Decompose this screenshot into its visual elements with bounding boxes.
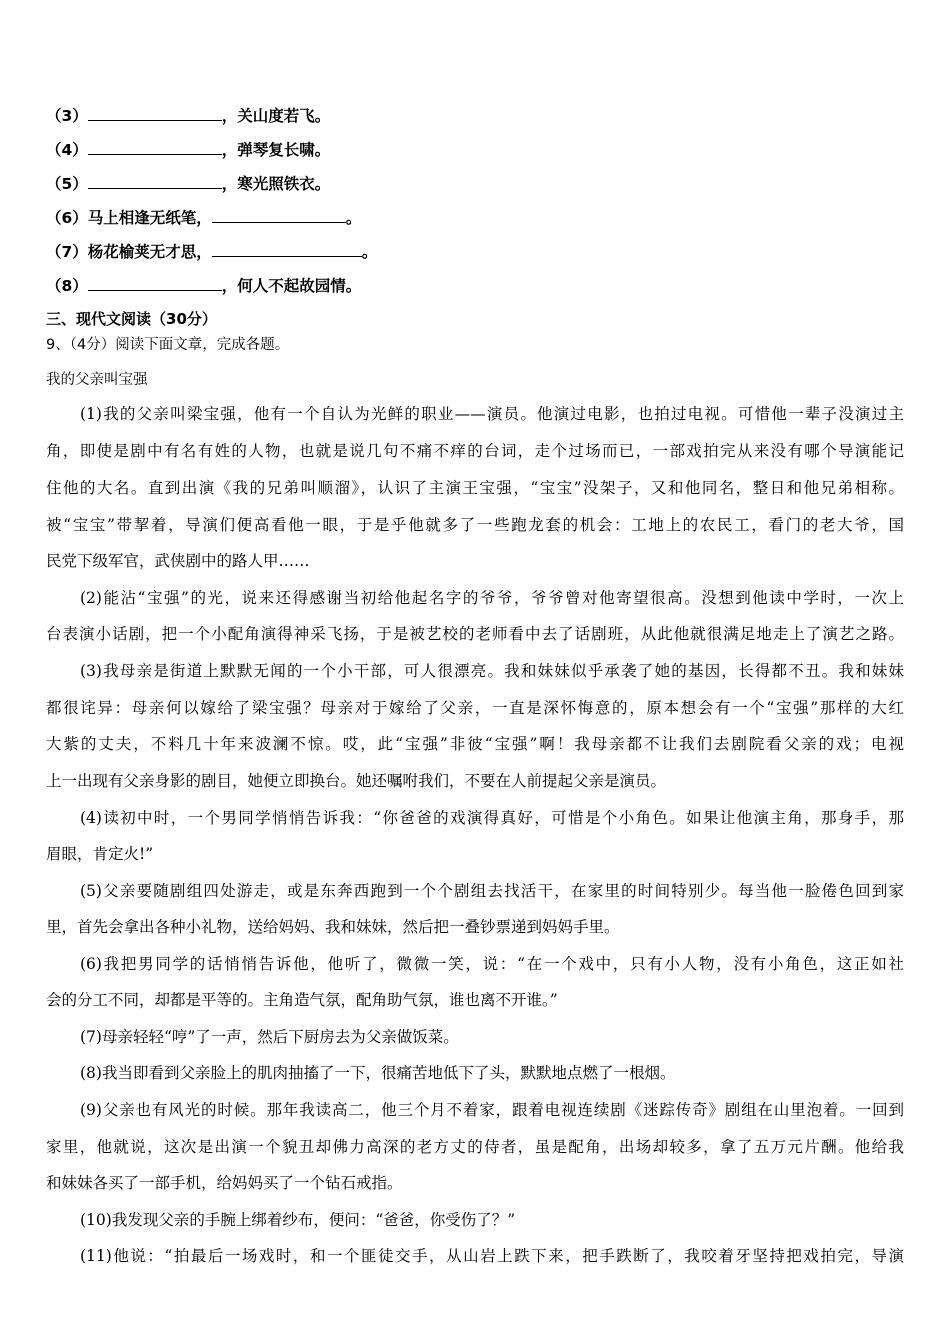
- paragraph-line: (1)我的父亲叫梁宝强，他有一个自认为光鲜的职业——演员。他演过电影，也拍过电视。可惜他一辈子没演过主: [80, 405, 904, 423]
- poem-line: ，关山度若飞。: [221, 107, 331, 125]
- question-prompt: 9、（4分）阅读下面文章，完成各题。: [46, 337, 290, 353]
- paragraph-line: 和妹妹各买了一部手机，给妈妈买了一个钻石戒指。: [46, 1174, 403, 1192]
- paragraph-line: (9)父亲也有风光的时候。那年我读高二，他三个月不着家，跟着电视连续剧《迷踪传奇》剧组在山里泡着。一回到: [80, 1101, 904, 1119]
- paragraph-line: 角，即使是剧中有名有姓的人物，也就是说几句不痛不痒的台词，走个过场而已，一部戏拍完从来没有哪个导演能记: [46, 442, 904, 460]
- punctuation: 。: [345, 209, 362, 227]
- fill-item-7: [46, 240, 377, 262]
- paragraph-line: 被“宝宝”带挈着，导演们便高看他一眼，于是乎他就多了一些跑龙套的机会：工地上的农民工，看门的老大爷，国: [46, 516, 904, 534]
- poem-line: ，弹琴复长啸。: [221, 141, 331, 159]
- item-number: （4）: [46, 141, 88, 159]
- paragraph-line: (10)我发现父亲的手腕上绑着纱布，便问：“爸爸，你受伤了？”: [80, 1211, 516, 1229]
- answer-blank[interactable]: [212, 242, 362, 257]
- paragraph-line: 上一出现有父亲身影的剧目，她便立即换台。她还嘱咐我们，不要在人前提起父亲是演员。: [46, 772, 667, 790]
- poem-line: 马上相逢无纸笔，: [87, 209, 212, 227]
- fill-item-3: [46, 104, 330, 126]
- answer-blank[interactable]: [88, 140, 222, 155]
- answer-blank[interactable]: [88, 276, 222, 291]
- fill-item-5: [46, 172, 330, 194]
- item-number: （7）: [46, 243, 88, 261]
- paragraph-line: (3)我母亲是街道上默默无闻的一个小干部，可人很漂亮。我和妹妹似乎承袭了她的基因，长得都不丑。我和妹妹: [80, 662, 904, 680]
- paragraph-line: 眉眼，肯定火!”: [46, 845, 154, 863]
- poem-line: 杨花榆荚无才思，: [87, 243, 212, 261]
- fill-item-6: [46, 206, 361, 228]
- section-title: 三、现代文阅读（30分）: [46, 310, 217, 328]
- paragraph-line: 民党下级军官，武侠剧中的路人甲……: [46, 552, 310, 570]
- article-title: 我的父亲叫宝强: [46, 372, 148, 388]
- answer-blank[interactable]: [212, 208, 346, 223]
- poem-line: ，何人不起故园情。: [221, 277, 362, 295]
- item-number: （3）: [46, 107, 88, 125]
- paragraph-line: (8)我当即看到父亲脸上的肌肉抽搐了一下，很痛苦地低下了头，默默地点燃了一根烟。: [80, 1064, 676, 1082]
- paragraph-line: (2)能沾“宝强”的光，说来还得感谢当初给他起名字的爷爷，爷爷曾对他寄望很高。没想到他读中学时，一次上: [80, 589, 904, 607]
- paragraph-line: 住他的大名。直到出演《我的兄弟叫顺溜》，认识了主演王宝强，“宝宝”没架子，又和他同名，整日和他兄弟相称。: [46, 479, 904, 497]
- paragraph-line: 都很诧异：母亲何以嫁给了梁宝强？母亲对于嫁给了父亲，一直是深怀悔意的，原本想会有一个“宝强”那样的大红: [46, 699, 904, 717]
- item-number: （6）: [46, 209, 88, 227]
- paragraph-line: 家里，他就说，这次是出演一个貌丑却佛力高深的老方丈的侍者，虽是配角，出场却较多，拿了五万元片酬。他给我: [46, 1138, 904, 1156]
- paragraph-line: 里，首先会拿出各种小礼物，送给妈妈、我和妹妹，然后把一叠钞票递到妈妈手里。: [46, 918, 620, 936]
- punctuation: 。: [361, 243, 378, 261]
- answer-blank[interactable]: [88, 106, 222, 121]
- paragraph-line: (7)母亲轻轻“哼”了一声，然后下厨房去为父亲做饭菜。: [80, 1028, 459, 1046]
- paragraph-line: (4)读初中时，一个男同学悄悄告诉我：“你爸爸的戏演得真好，可惜是个小角色。如果让他演主角，那身手，那: [80, 809, 904, 827]
- answer-blank[interactable]: [88, 174, 222, 189]
- paragraph-line: 台表演小话剧，把一个小配角演得神采飞扬，于是被艺校的老师看中去了话剧班，从此他就很满足地走上了演艺之路。: [46, 625, 904, 643]
- item-number: （5）: [46, 175, 88, 193]
- fill-item-4: [46, 138, 330, 160]
- paragraph-line: (6)我把男同学的话悄悄告诉他，他听了，微微一笑，说：“在一个戏中，只有小人物，没有小角色，这正如社: [80, 955, 904, 973]
- paragraph-line: 大紫的丈夫，不料几十年来波澜不惊。哎，此“宝强”非彼“宝强”啊！我母亲都不让我们去剧院看父亲的戏；电视: [46, 735, 904, 753]
- paragraph-line: (5)父亲要随剧组四处游走，或是东奔西跑到一个个剧组去找活干，在家里的时间特别少。每当他一脸倦色回到家: [80, 882, 904, 900]
- fill-item-8: [46, 274, 361, 296]
- poem-line: ，寒光照铁衣。: [221, 175, 331, 193]
- item-number: （8）: [46, 277, 88, 295]
- paragraph-line: (11)他说：“拍最后一场戏时，和一个匪徒交手，从山岩上跌下来，把手跌断了，我咬着牙坚持把戏拍完，导演: [80, 1247, 904, 1265]
- paragraph-line: 会的分工不同，却都是平等的。主角造气氛，配角助气氛，谁也离不开谁。”: [46, 991, 558, 1009]
